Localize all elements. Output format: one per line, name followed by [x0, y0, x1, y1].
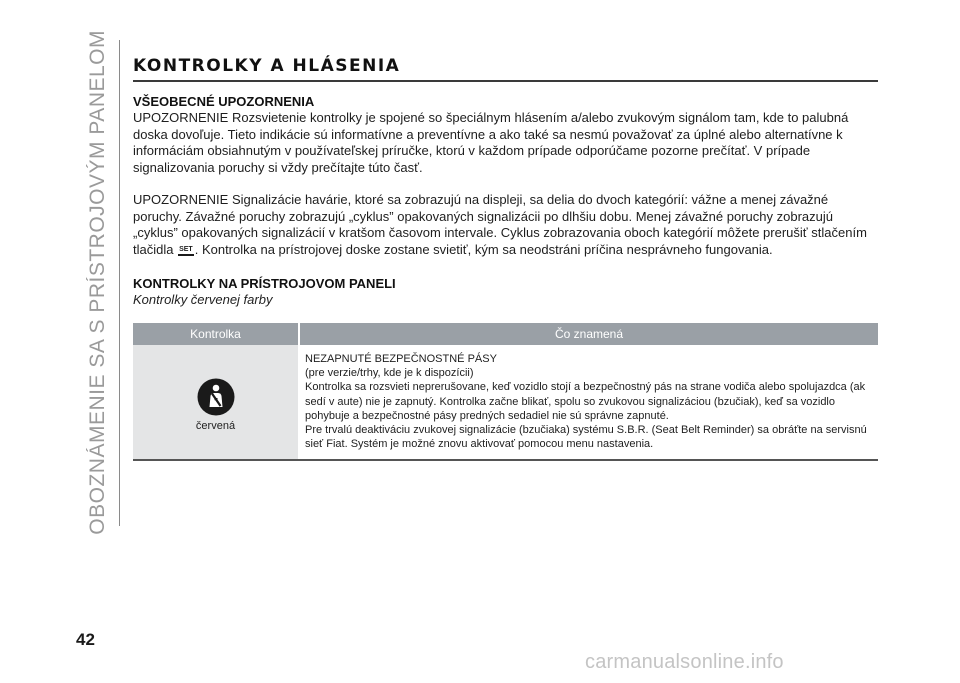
- chapter-title: [84, 29, 112, 535]
- table-row: [133, 345, 878, 461]
- warning-paragraph-1: UPOZORNENIE Rozsvietenie kontrolky je spojené so špeciálnym hlásením a/alebo zvukovým signálom tam, kde to palubná doska dovoľuje. Tieto indikácie sú informatívne a preventívne a ako také sa nesmú považovať za úplné alebo alternatívne k informáciám obsiahnutým v používateľskej príručke, ktorú v každom prípade odporúčame pozorne prečítať. V prípade signalizovania poruchy si vždy prečítajte túto časť.: [133, 110, 849, 175]
- warning-paragraph-2-text: UPOZORNENIE Signalizácie havárie, ktoré sa zobrazujú na displeji, sa delia do dvoch kategórií: vážne a menej závažné poruchy. Závažné poruchy zobrazujú „cyklus” opakovaných signalizácii po dlhšiu dobu. Menej závažné poruchy zobrazujú „cyklus” opakovaných signalizácií v kratšom časovom intervale. Cyklus zobrazovania oboch kategórií môžete prerušiť stlačením tlačidla: [133, 192, 867, 257]
- seat-belt-icon: [196, 377, 236, 417]
- watermark: carmanualsonline.info: [585, 651, 784, 673]
- table-header-light: Kontrolka: [190, 327, 241, 341]
- warning-lights-table: [133, 323, 878, 461]
- icon-color-label: červená: [195, 419, 236, 432]
- table-cell-meaning: [300, 345, 878, 459]
- warning-paragraph-2-end: . Kontrolka na prístrojovej doske zostane svietiť, kým sa neodstráni príčina nesprávneho fungovania.: [194, 241, 773, 257]
- meaning-note: (pre verzie/trhy, kde je k dispozícii): [305, 367, 474, 380]
- chapter-title-text: OBOZNÁMENIE SA S PRÍSTROJOVÝM PANELOM: [86, 29, 109, 535]
- section-title: KONTROLKY A HLÁSENIA: [133, 56, 878, 82]
- sidebar-divider: [119, 40, 120, 526]
- meaning-title: NEZAPNUTÉ BEZPEČNOSTNÉ PÁSY: [305, 353, 497, 365]
- set-button-icon: SET: [178, 246, 194, 256]
- main-content: [133, 56, 878, 461]
- general-warnings-heading: VŠEOBECNÉ UPOZORNENIA: [133, 94, 315, 109]
- meaning-description: Kontrolka sa rozsvieti neprerušovane, keď vozidlo stojí a bezpečnostný pás na strane vodiča alebo spolujazdca (ak sedí v aute) nie je zapnutý. Kontrolka začne blikať, spolu so zvukovou signalizáciou (bzučiak), keď sa vozidlo pohybuje a bezpečnostné pásy predných sedadiel nie sú správne zapnuté.: [305, 381, 866, 422]
- table-header: [133, 323, 878, 345]
- meaning-deactivation: Pre trvalú deaktiváciu zvukovej signalizácie (bzučiaka) systému S.B.R. (Seat Belt Reminder) sa obráťte na servisnú sieť Fiat. Systém je možné znovu aktivovať pomocou menu nastavenia.: [305, 424, 867, 451]
- panel-lights-heading: KONTROLKY NA PRÍSTROJOVOM PANELI: [133, 276, 396, 291]
- page-number: 42: [76, 630, 95, 649]
- table-cell-icon: [133, 345, 298, 459]
- warning-paragraph-2: [133, 192, 878, 258]
- red-lights-subheading: Kontrolky červenej farby: [133, 292, 273, 307]
- table-header-meaning: Čo znamená: [554, 327, 624, 341]
